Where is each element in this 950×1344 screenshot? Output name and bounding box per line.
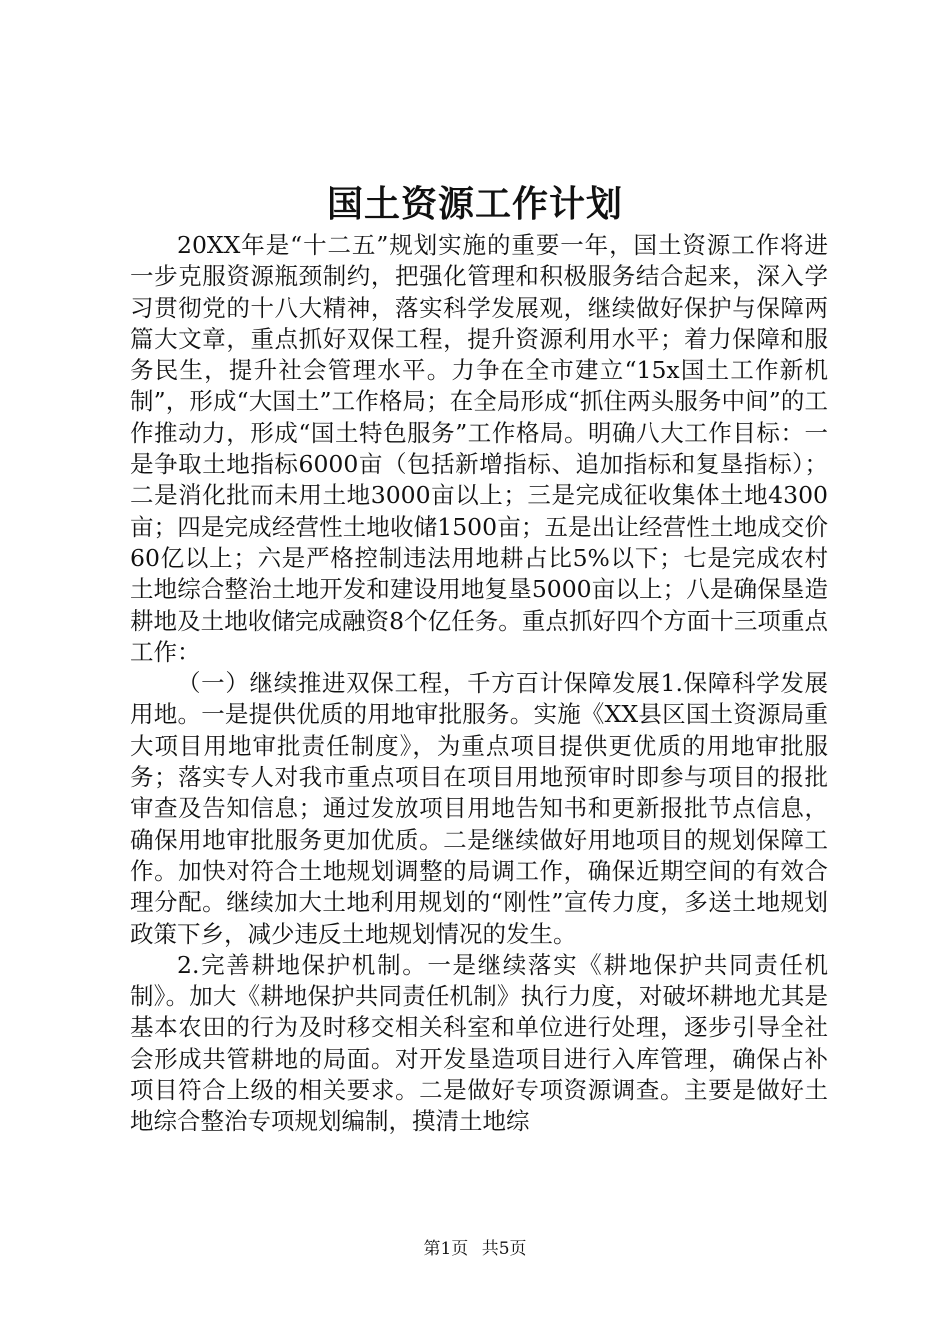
- document-body: [130, 230, 828, 1138]
- page-number: 第1页: [423, 1239, 469, 1259]
- document-title: 国土资源工作计划: [326, 183, 623, 225]
- paragraph-intro: 20XX年是“十二五”规划实施的重要一年，国土资源工作将进一步克服资源瓶颈制约，把强化管理和积极服务结合起来，深入学习贯彻党的十八大精神，落实科学发展观，继续做好保护与保障两篇大文章，重点抓好双保工程，提升资源利用水平；着力保障和服务民生，提升社会管理水平。力争在全市建立“15x国土工作新机制”，形成“大国土”工作格局；在全局形成“抓住两头服务中间”的工作推动力，形成“国土特色服务”工作格局。明确八大工作目标：一是争取土地指标6000亩（包括新增指标、追加指标和复垦指标）；二是消化批而未用土地3000亩以上；三是完成征收集体土地4300亩；四是完成经营性土地收储1500亩；五是出让经营性土地成交价60亿以上；六是严格控制违法用地耕占比5%以下；七是完成农村土地综合整治土地开发和建设用地复垦5000亩以上；八是确保垦造耕地及土地收储完成融资8个亿任务。重点抓好四个方面十三项重点工作：: [130, 231, 828, 666]
- page-footer: [0, 1237, 950, 1261]
- page-total: 共5页: [481, 1239, 527, 1259]
- paragraph-section-2: 2.完善耕地保护机制。一是继续落实《耕地保护共同责任机制》。加大《耕地保护共同责任机制》执行力度，对破坏耕地尤其是基本农田的行为及时移交相关科室和单位进行处理，逐步引导全社会形成共管耕地的局面。对开发垦造项目进行入库管理，确保占补项目符合上级的相关要求。二是做好专项资源调查。主要是做好土地综合整治专项规划编制，摸清土地综: [130, 950, 828, 1136]
- paragraph-section-1: （一）继续推进双保工程，千方百计保障发展1.保障科学发展用地。一是提供优质的用地审批服务。实施《XX县区国土资源局重大项目用地审批责任制度》，为重点项目提供更优质的用地审批服务；落实专人对我市重点项目在项目用地预审时即参与项目的报批审查及告知信息；通过发放项目用地告知书和更新报批节点信息，确保用地审批服务更加优质。二是继续做好用地项目的规划保障工作。加快对符合土地规划调整的局调工作，确保近期空间的有效合理分配。继续加大土地利用规划的“刚性”宣传力度，多送土地规划政策下乡，减少违反土地规划情况的发生。: [130, 669, 828, 948]
